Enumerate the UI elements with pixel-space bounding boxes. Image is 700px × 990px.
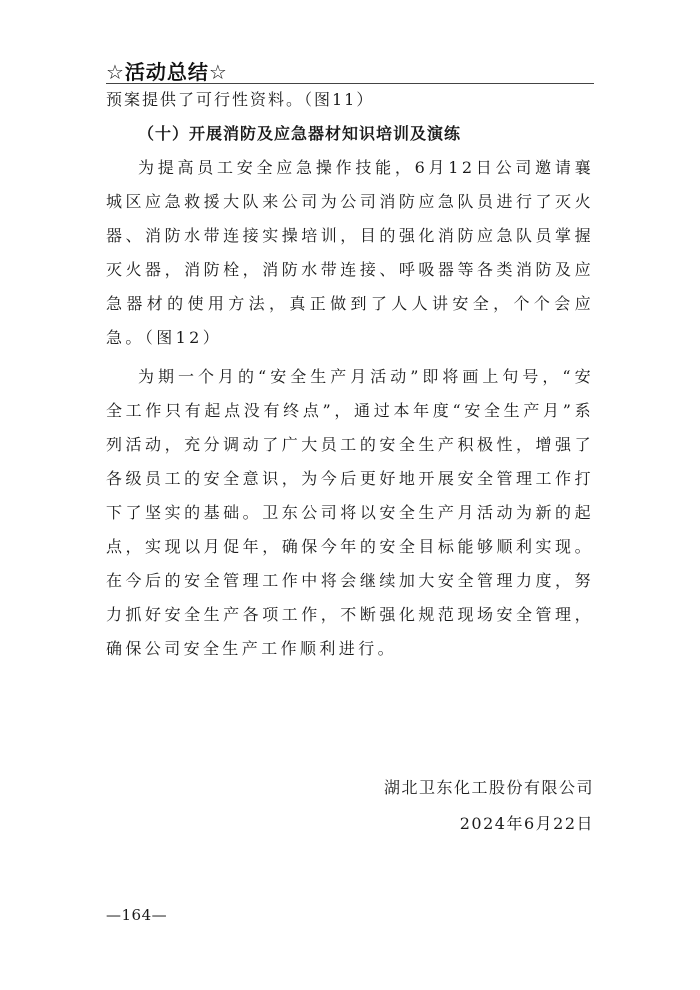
- section-heading: （十）开展消防及应急器材知识培训及演练: [138, 124, 462, 143]
- page-number: —164—: [106, 906, 168, 924]
- signature-organization: 湖北卫东化工股份有限公司: [383, 778, 594, 797]
- page-header-title: ☆活动总结☆: [106, 60, 228, 84]
- paragraph-training: 为提高员工安全应急操作技能，6月12日公司邀请襄城区应急救援大队来公司为公司消防应急队员进行了灭火器、消防水带连接实操培训，目的强化消防应急队员掌握灭火器，消防栓，消防水带连接、呼吸器等各类消防及应急器材的使用方法，真正做到了人人讲安全，个个会应急。（图12）: [106, 158, 594, 347]
- paragraph-summary: 为期一个月的“安全生产月活动”即将画上句号，“安全工作只有起点没有终点”，通过本年度“安全生产月”系列活动，充分调动了广大员工的安全生产积极性，增强了各级员工的安全意识，为今后更好地开展安全管理工作打下了坚实的基础。卫东公司将以安全生产月活动为新的起点，实现以月促年，确保今年的安全目标能够顺利实现。在今后的安全管理工作中将会继续加大安全管理力度，努力抓好安全生产各项工作，不断强化规范现场安全管理，确保公司安全生产工作顺利进行。: [106, 367, 594, 658]
- document-body: [106, 86, 594, 671]
- signature-date: 2024年6月22日: [459, 814, 594, 833]
- signature-block: [384, 770, 594, 842]
- continuation-text: 预案提供了可行性资料。（图11）: [106, 90, 375, 109]
- header-divider: [106, 83, 594, 84]
